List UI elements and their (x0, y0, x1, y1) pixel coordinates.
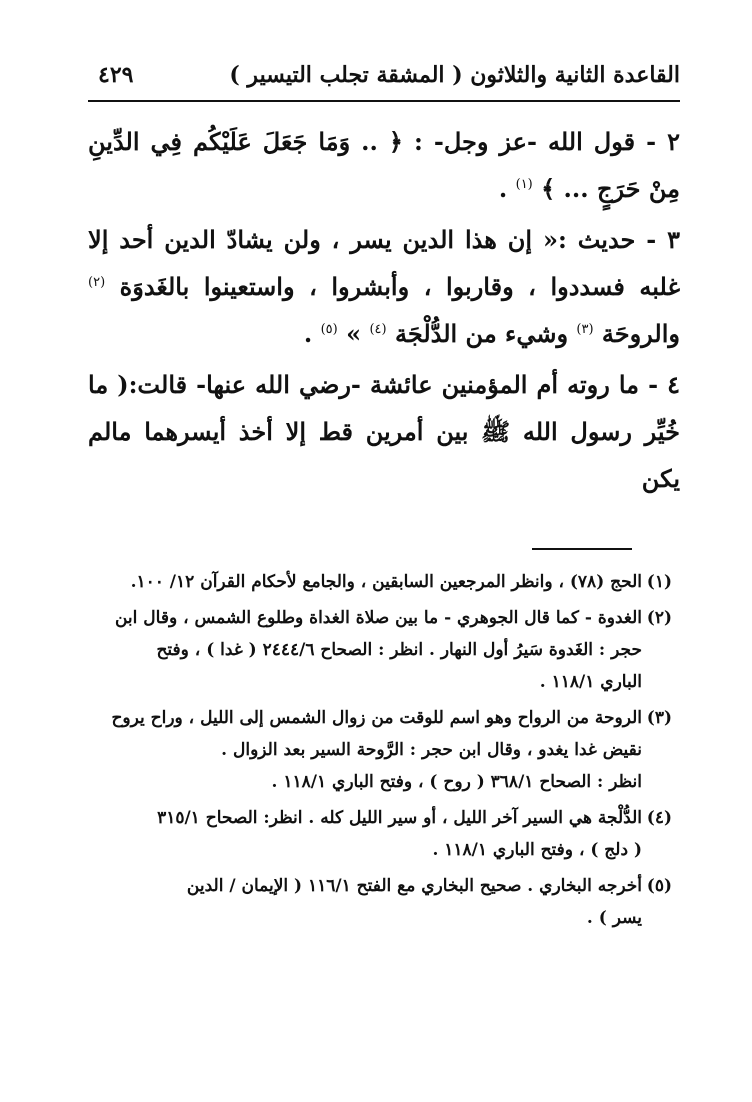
footnotes (92, 566, 672, 938)
main-text (88, 118, 680, 506)
footnote-line: الغدوة - كما قال الجوهري - ما بين صلاة الغداة وطلوع الشمس ، وقال ابن (114, 608, 642, 628)
footnote-ref[interactable]: (٤) (369, 322, 387, 337)
paragraph-tail: . (498, 174, 508, 203)
footnote-ref[interactable]: (٣) (576, 322, 594, 337)
footnote-ref[interactable]: (١) (515, 177, 533, 192)
footnote-number: (٤) (646, 808, 672, 828)
footnote-line: ( دلج ) ، وفتح الباري ١١٨/١ . (432, 840, 642, 860)
paragraph-text: ٢ - قول الله -عز وجل- : ﴿ .. وَمَا جَعَلَ عَلَيْكُم فِي الدِّينِ مِنْ حَرَجٍ ... ﴾ (88, 127, 680, 203)
footnote-line: الباري ١١٨/١ . (539, 672, 642, 692)
paragraph-tail: . (303, 319, 313, 348)
paragraph-item-4 (88, 361, 680, 502)
footnote-number: (٥) (646, 876, 672, 896)
paragraph-text-2: والروحَة (601, 319, 680, 348)
footnote-5 (92, 870, 672, 934)
paragraph-text-3: وشيء من الدُّلْجَة (394, 319, 569, 348)
paragraph-text-4: » (346, 319, 362, 348)
paragraph-item-3 (88, 216, 680, 357)
running-header (88, 56, 680, 96)
footnote-number: (١) (646, 572, 672, 592)
footnote-line: أخرجه البخاري . صحيح البخاري مع الفتح ١١٦/١ ( الإيمان / الدين (186, 876, 642, 896)
footnote-line: نقيض غدا يغدو ، وقال ابن حجر : الرَّوحة السير بعد الزوال . (221, 740, 642, 760)
page-number: ٤٢٩ (98, 62, 134, 88)
footnote-3 (92, 702, 672, 798)
footnote-1 (92, 566, 672, 598)
footnote-2 (92, 602, 672, 698)
footnote-line: حجر : الغَدوة سَيرُ أول النهار . انظر : الصحاح ٢٤٤٤/٦ ( غدا ) ، وفتح (156, 640, 642, 660)
footnote-divider (532, 548, 632, 550)
footnote-line: الروحة من الرواح وهو اسم للوقت من زوال الشمس إلى الليل ، وراح يروح (111, 708, 642, 728)
header-divider (88, 100, 680, 102)
footnote-4 (92, 802, 672, 866)
footnote-line: انظر : الصحاح ٣٦٨/١ ( روح ) ، وفتح الباري ١١٨/١ . (271, 772, 642, 792)
footnote-line: الحج (٧٨) ، وانظر المرجعين السابقين ، والجامع لأحكام القرآن ١٢/ ١٠٠. (130, 572, 642, 592)
footnote-line: يسر ) . (586, 908, 642, 928)
paragraph-text: ٣ - حديث :« إن هذا الدين يسر ، ولن يشادّ الدين أحد إلا غلبه فسددوا ، وقاربوا ، وأبشروا ، واستعينوا بالغَدوَة (88, 225, 680, 301)
footnote-ref[interactable]: (٥) (320, 322, 338, 337)
chapter-title: القاعدة الثانية والثلاثون ( المشقة تجلب التيسير ) (229, 62, 680, 88)
paragraph-text: ٤ - ما روته أم المؤمنين عائشة -رضي الله عنها- قالت:( ما خُيِّر رسول الله ﷺ بين أمرين قط إلا أخذ أيسرهما مالم يكن (88, 370, 680, 493)
paragraph-item-2 (88, 118, 680, 212)
footnote-line: الدُّلْجة هي السير آخر الليل ، أو سير الليل كله . انظر: الصحاح ٣١٥/١ (157, 808, 642, 828)
footnote-number: (٣) (646, 708, 672, 728)
footnote-ref[interactable]: (٢) (88, 275, 106, 290)
footnote-number: (٢) (646, 608, 672, 628)
